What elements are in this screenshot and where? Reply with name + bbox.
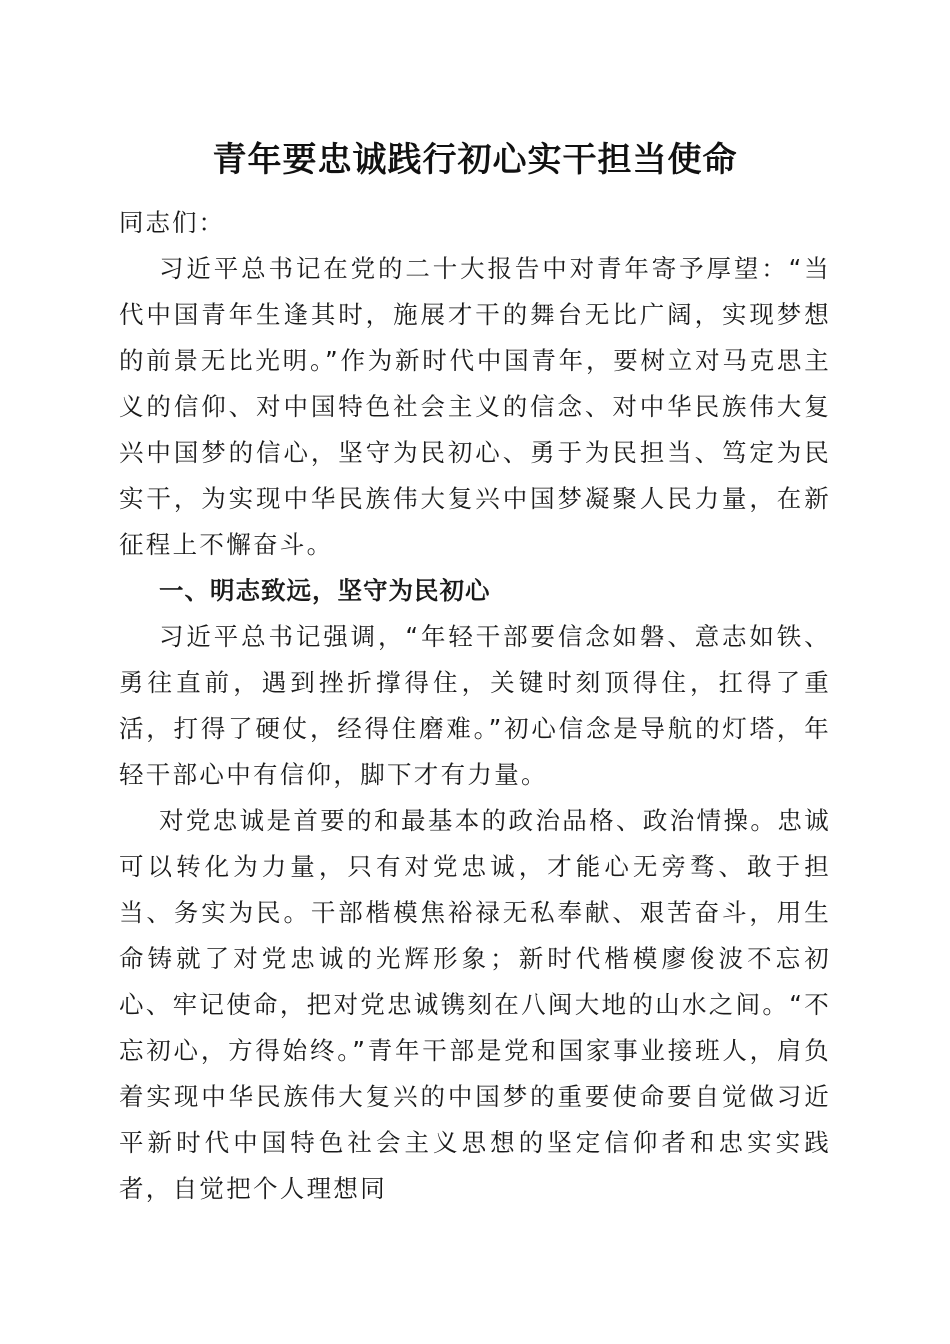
section-paragraph: 习近平总书记强调，“年轻干部要信念如磐、意志如铁、勇往直前，遇到挫折撑得住，关键时刻顶得住，扛得了重活，打得了硬仗，经得住磨难。”初心信念是导航的灯塔，年轻干部心中有信仰，脚下才有力量。 xyxy=(119,622,831,789)
section-heading: 一、明志致远，坚守为民初心 xyxy=(159,576,491,605)
section-paragraph: 对党忠诚是首要的和最基本的政治品格、政治情操。忠诚可以转化为力量，只有对党忠诚，才能心无旁骛、敢于担当、务实为民。干部楷模焦裕禄无私奉献、艰苦奋斗，用生命铸就了对党忠诚的光辉形象；新时代楷模廖俊波不忘初心、牢记使命，把对党忠诚镌刻在八闽大地的山水之间。“不忘初心，方得始终。”青年干部是党和国家事业接班人，肩负着实现中华民族伟大复兴的中国梦的重要使命要自觉做习近平新时代中国特色社会主义思想的坚定信仰者和忠实实践者，自觉把个人理想同 xyxy=(119,806,831,1203)
intro-paragraph: 习近平总书记在党的二十大报告中对青年寄予厚望：“当代中国青年生逢其时，施展才干的舞台无比广阔，实现梦想的前景无比光明。”作为新时代中国青年，要树立对马克思主义的信仰、对中国特色社会主义的信念、对中华民族伟大复兴中国梦的信心，坚守为民初心、勇于为民担当、笃定为民实干，为实现中华民族伟大复兴中国梦凝聚人民力量，在新征程上不懈奋斗。 xyxy=(119,254,831,559)
salutation: 同志们： xyxy=(119,208,225,237)
document-body xyxy=(119,200,831,1212)
document-title: 青年要忠诚践行初心实干担当使命 xyxy=(212,140,738,180)
